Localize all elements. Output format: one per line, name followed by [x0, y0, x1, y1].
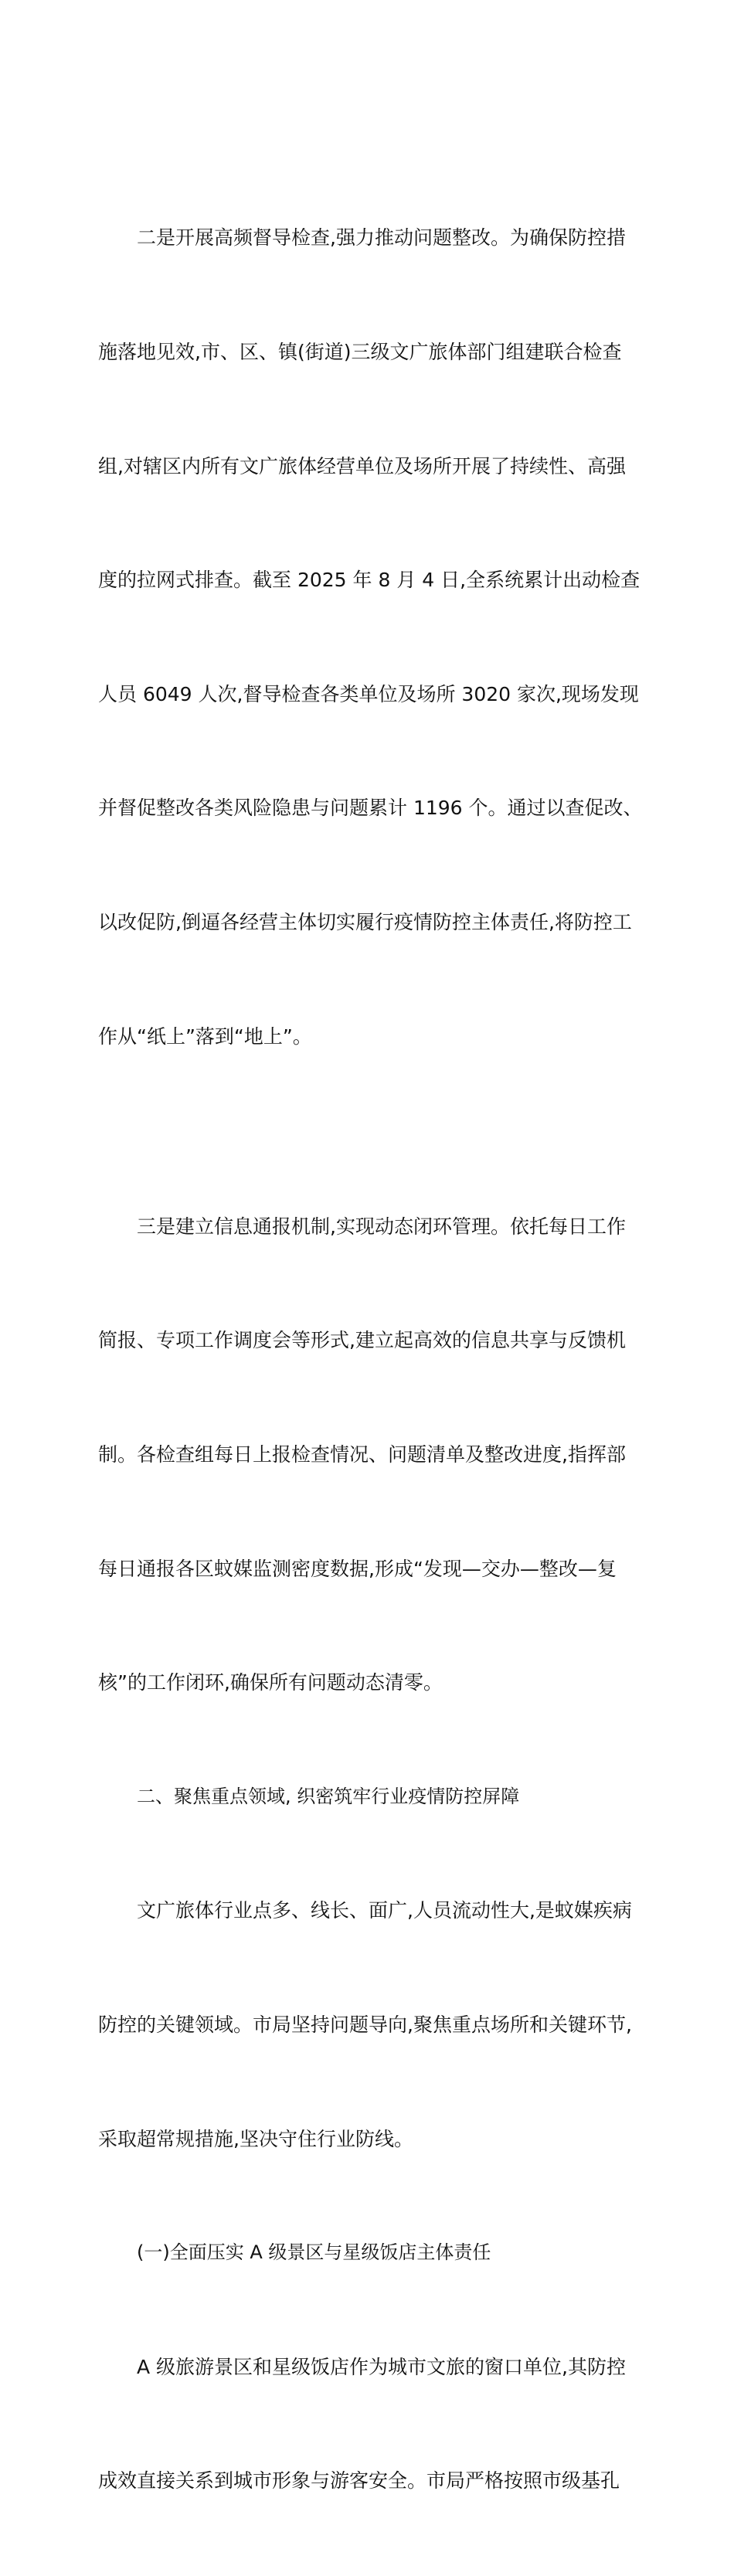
paragraph-line: 采取超常规措施,坚决守住行业防线。: [98, 2127, 413, 2150]
paragraph-line: 文广旅体行业点多、线长、面广,人员流动性大,是蚊媒疾病: [137, 1899, 632, 1922]
paragraph-line: 人员 6049 人次,督导检查各类单位及场所 3020 家次,现场发现: [98, 682, 639, 705]
paragraph-line: 简报、专项工作调度会等形式,建立起高效的信息共享与反馈机: [98, 1329, 626, 1352]
paragraph-industry-overview: [98, 1816, 645, 2234]
section-heading-focus-areas: 二、聚焦重点领域, 织密筑牢行业疫情防控屏障: [137, 1785, 520, 1807]
paragraph-info-reporting: [98, 1131, 645, 1777]
paragraph-line: 制。各检查组每日上报检查情况、问题清单及整改进度,指挥部: [98, 1443, 626, 1466]
paragraph-line: 并督促整改各类风险隐患与问题累计 1196 个。通过以查促改、: [98, 797, 643, 820]
paragraph-line: 核”的工作闭环,确保所有问题动态清零。: [98, 1671, 443, 1694]
paragraph-line: 度的拉网式排查。截至 2025 年 8 月 4 日,全系统累计出动检查: [98, 569, 641, 592]
paragraph-line: 三是建立信息通报机制,实现动态闭环管理。依托每日工作: [137, 1215, 626, 1238]
paragraph-line: 作从“纸上”落到“地上”。: [98, 1025, 312, 1048]
subsection-heading-scenic-hotels: (一)全面压实 A 级景区与星级饭店主体责任: [137, 2241, 491, 2264]
paragraph-line: 成效直接关系到城市形象与游客安全。市局严格按照市级基孔: [98, 2469, 620, 2493]
paragraph-line: 组,对辖区内所有文广旅体经营单位及场所开展了持续性、高强: [98, 454, 626, 477]
document-body: [98, 143, 645, 2576]
paragraph-line: 防控的关键领域。市局坚持问题导向,聚焦重点场所和关键环节,: [98, 2013, 632, 2036]
paragraph-supervision-inspection: [98, 143, 645, 1131]
paragraph-line: 每日通报各区蚊媒监测密度数据,形成“发现—交办—整改—复: [98, 1557, 617, 1580]
paragraph-line: 以改促防,倒逼各经营主体切实履行疫情防控主体责任,将防控工: [98, 911, 632, 934]
paragraph-line: 施落地见效,市、区、镇(街道)三级文广旅体部门组建联合检查: [98, 341, 622, 364]
paragraph-scenic-hotels: [98, 2272, 645, 2576]
paragraph-line: 二是开展高频督导检查,强力推动问题整改。为确保防控措: [137, 226, 626, 250]
paragraph-line: A 级旅游景区和星级饭店作为城市文旅的窗口单位,其防控: [137, 2355, 626, 2378]
